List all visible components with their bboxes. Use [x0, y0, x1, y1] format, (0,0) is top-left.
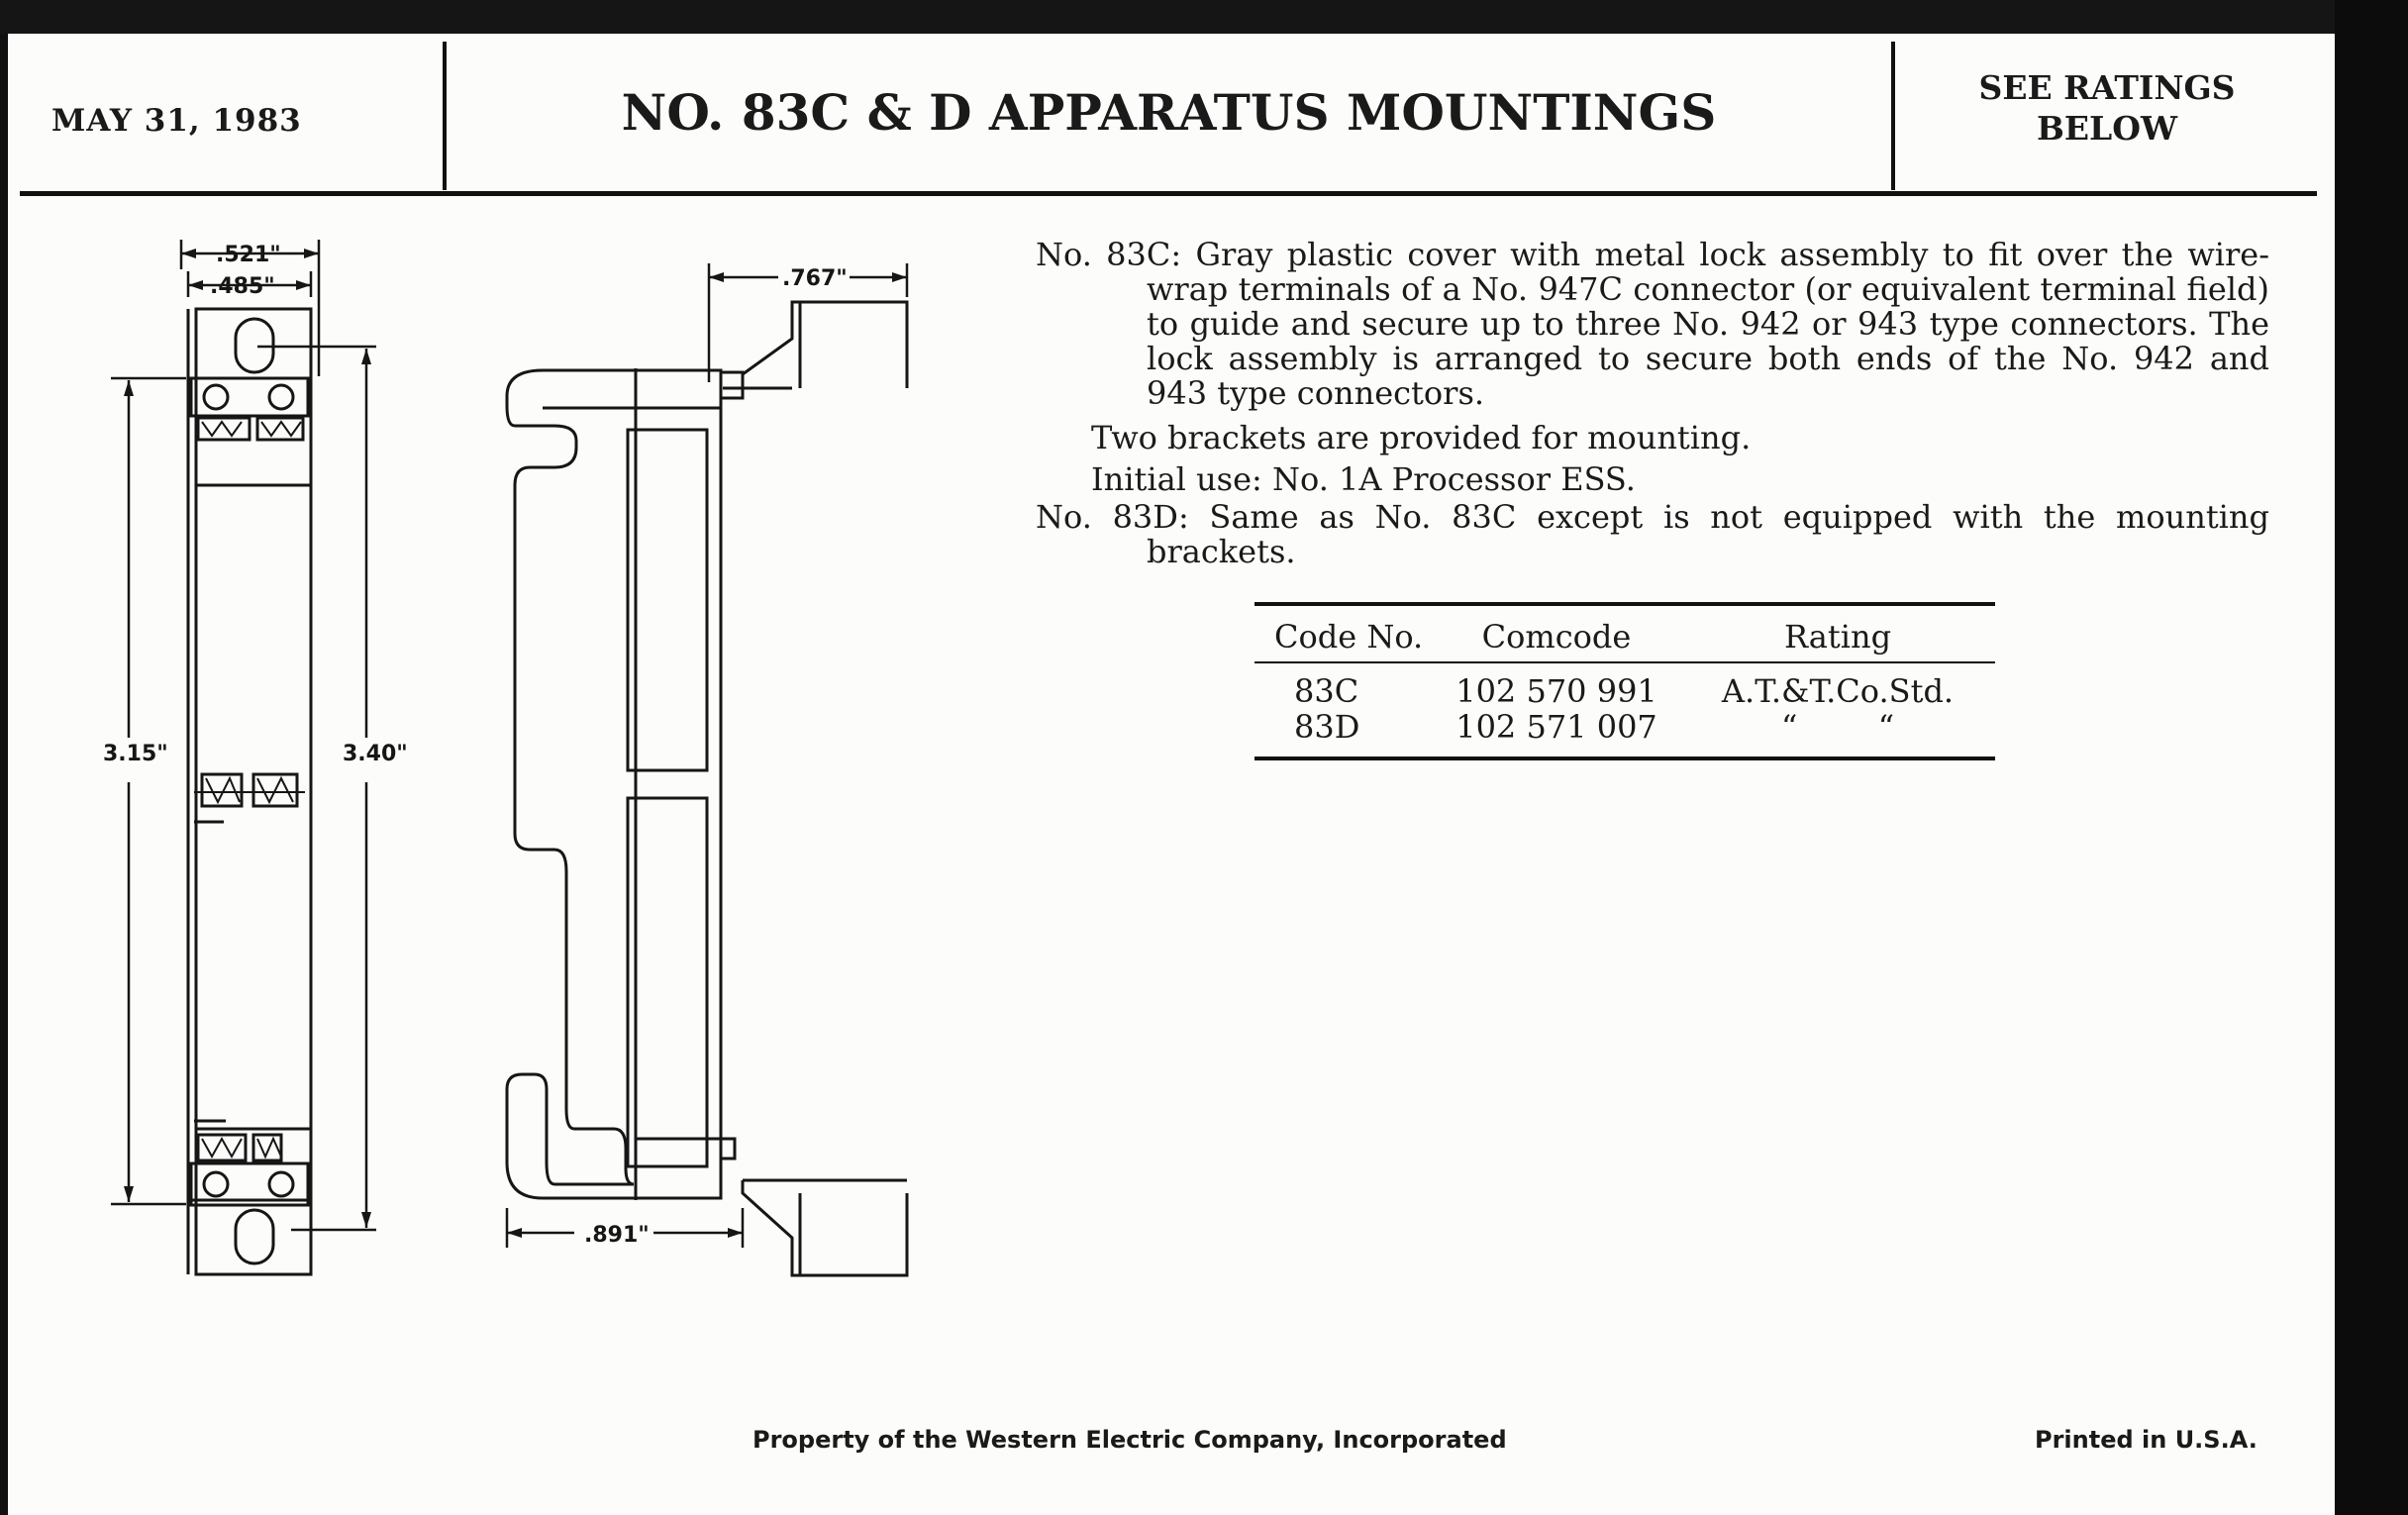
dim-521-label: .521" [216, 243, 281, 267]
document-title: NO. 83C & D APPARATUS MOUNTINGS [621, 83, 1717, 142]
cell-rating: A.T.&T.Co.Std. [1721, 672, 1955, 710]
footer-printed: Printed in U.S.A. [2035, 1426, 2258, 1454]
document-date: MAY 31, 1983 [51, 103, 302, 139]
description-brackets: Two brackets are provided for mounting. [1091, 419, 1752, 456]
description-initial-use: Initial use: No. 1A Processor ESS. [1091, 460, 1636, 498]
cell-code: 83C [1294, 672, 1359, 710]
front-dimensions [111, 240, 376, 1230]
dim-891-label: .891" [584, 1223, 650, 1248]
cell-comcode: 102 571 007 [1455, 708, 1657, 746]
ratings-note [1895, 67, 2319, 149]
dim-767-label: .767" [782, 266, 848, 291]
dim-315-label: 3.15" [103, 742, 168, 766]
cell-comcode: 102 570 991 [1455, 672, 1657, 710]
ratings-line-2: BELOW [2036, 109, 2178, 148]
footer-property: Property of the Western Electric Company, Incorporated [752, 1426, 1507, 1454]
ratings-line-1: SEE RATINGS [1978, 68, 2236, 107]
cell-code: 83D [1294, 708, 1360, 746]
dim-340-label: 3.40" [343, 742, 408, 766]
table-bottom-rule [1254, 757, 1995, 760]
description-83d: No. 83D: Same as No. 83C except is not equipped with the mounting brackets. [1036, 498, 2269, 570]
code-table [1254, 602, 1995, 760]
table-row [1254, 673, 1995, 709]
header-comcode: Comcode [1481, 618, 1632, 656]
mounting-drawing [0, 0, 990, 1307]
header-rating: Rating [1783, 618, 1892, 656]
table-header-row [1254, 606, 1995, 661]
dim-485-label: .485" [210, 274, 275, 299]
side-view [507, 302, 907, 1275]
cell-rating: “ “ [1780, 708, 1895, 746]
scan-right-border [2335, 0, 2408, 1515]
header-code-no: Code No. [1274, 618, 1424, 656]
table-row [1254, 709, 1995, 745]
description [1036, 238, 2269, 569]
table-body [1254, 663, 1995, 757]
description-83c: No. 83C: Gray plastic cover with metal lock assembly to fit over the wire-wrap terminals of a No. 947C connector (or equivalent terminal field) to guide and secure up to three No. 942 or 943 type connectors. The lock assembly is arranged to secure both ends of the No. 942 and 943 type connectors. [1036, 236, 2269, 412]
front-view [188, 309, 311, 1274]
